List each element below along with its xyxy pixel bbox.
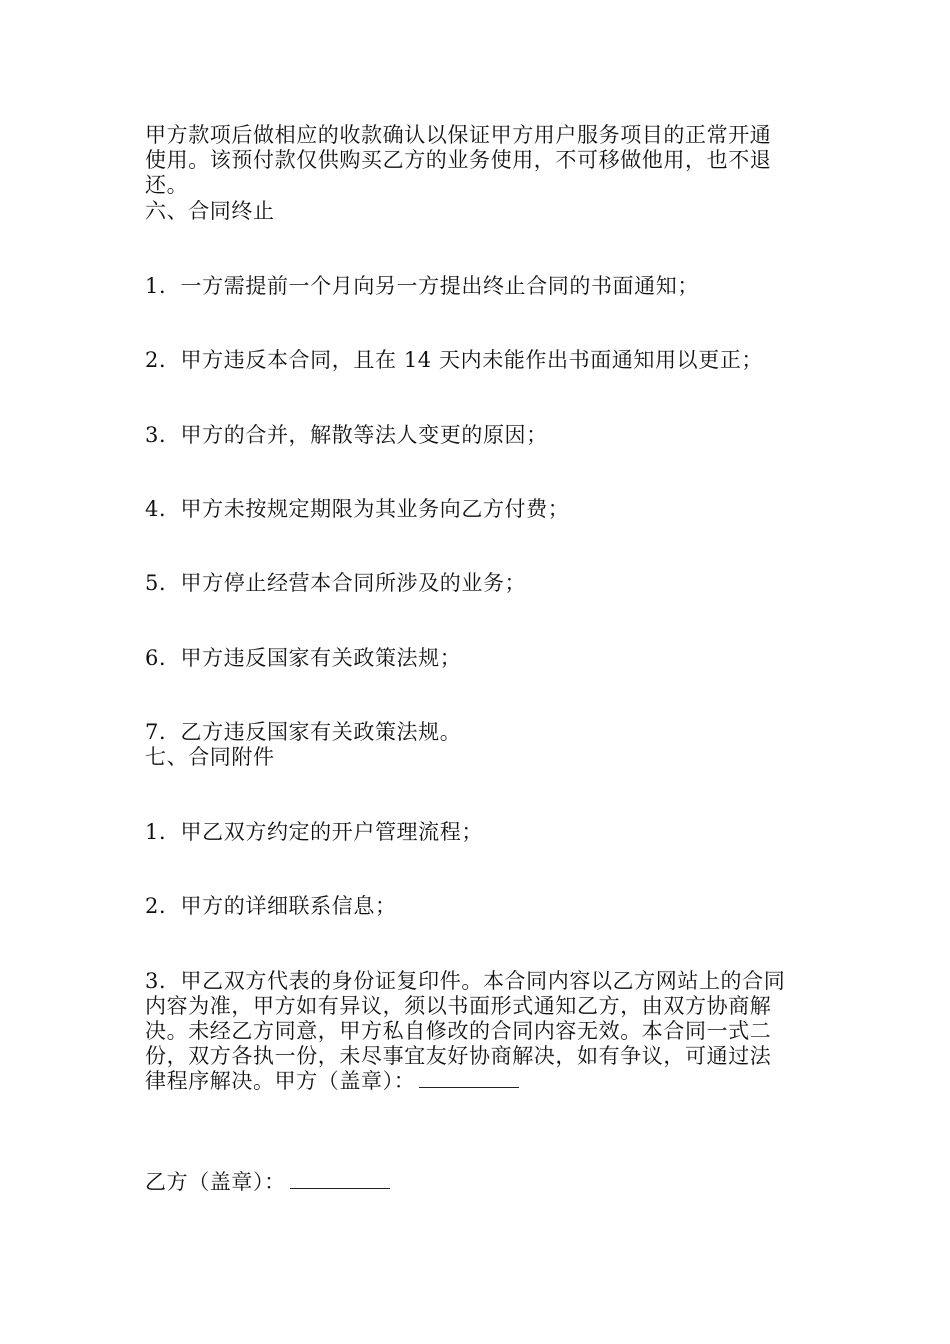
section-6-item-2: 2．甲方违反本合同，且在 14 天内未能作出书面通知用以更正； [145,348,764,372]
section-6-item-5: 5．甲方停止经营本合同所涉及的业务； [145,571,527,595]
section-6-item-6: 6．甲方违反国家有关政策法规； [145,646,462,670]
party-a-seal-blank [419,1069,519,1088]
section-7-item-3-line-1: 3．甲乙双方代表的身份证复印件。本合同内容以乙方网站上的合同 [145,969,786,993]
section-6-item-3: 3．甲方的合并，解散等法人变更的原因； [145,423,548,447]
section-6-item-4: 4．甲方未按规定期限为其业务向乙方付费； [145,497,570,521]
section-7-item-1: 1．甲乙双方约定的开户管理流程； [145,820,483,844]
intro-line-1: 甲方款项后做相应的收款确认以保证甲方用户服务项目的正常开通 [145,123,772,147]
party-a-seal-label: 律程序解决。甲方（盖章）： [145,1069,416,1093]
section-6-item-7: 7．乙方违反国家有关政策法规。 [145,720,462,744]
intro-line-3: 还。 [145,173,189,197]
section-7-item-2: 2．甲方的详细联系信息； [145,894,397,918]
section-7-item-3-line-3: 决。未经乙方同意，甲方私自修改的合同内容无效。本合同一式二 [145,1019,772,1043]
section-7-item-3-line-2: 内容为准，甲方如有异议，须以书面形式通知乙方，由双方协商解 [145,994,772,1018]
section-6-heading: 六、合同终止 [145,199,275,223]
section-7-item-3-line-5 [145,1069,810,1094]
party-b-seal-label: 乙方（盖章）： [145,1170,286,1194]
section-7-item-3-line-4: 份，双方各执一份，未尽事宜友好协商解决，如有争议，可通过法 [145,1044,772,1068]
intro-line-2: 使用。该预付款仅供购买乙方的业务使用，不可移做他用，也不退 [145,148,772,172]
party-b-seal-line [145,1170,810,1195]
party-b-seal-blank [290,1170,390,1189]
section-7-heading: 七、合同附件 [145,745,275,769]
section-6-item-1: 1．一方需提前一个月向另一方提出终止合同的书面通知； [145,274,699,298]
